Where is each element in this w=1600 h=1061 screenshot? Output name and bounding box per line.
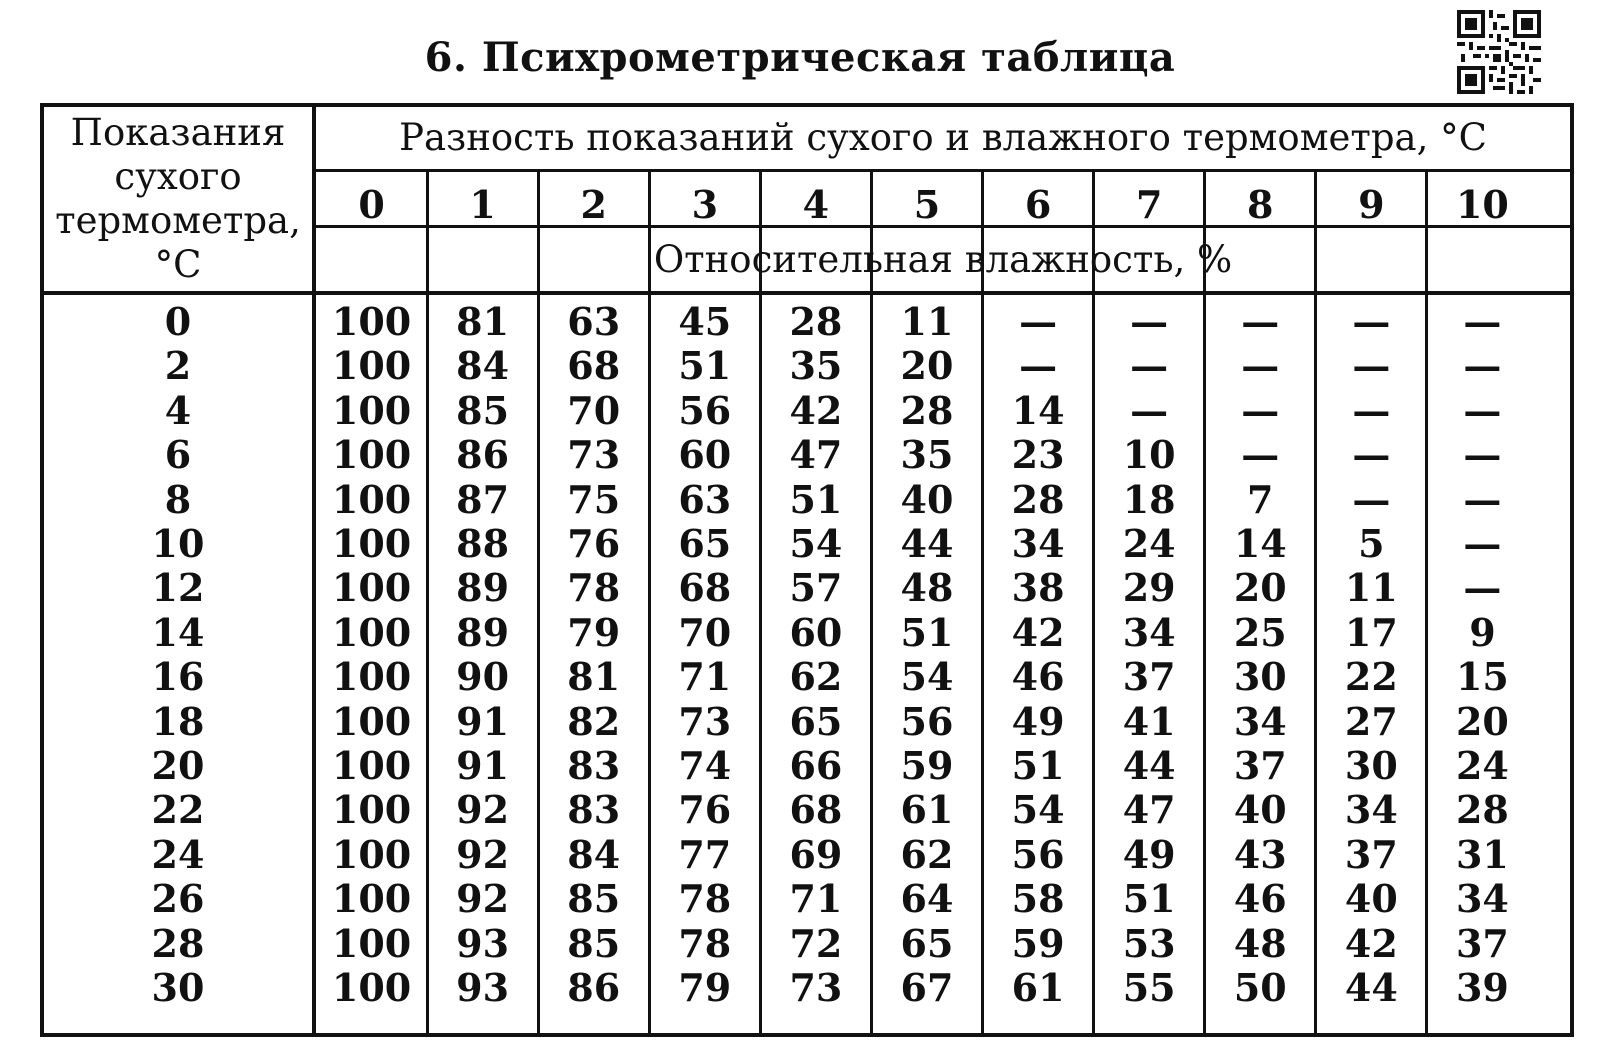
table-cell: 63 — [567, 299, 621, 344]
table-cell: 30 — [1344, 743, 1398, 788]
table-cell: 84 — [456, 343, 510, 389]
table-cell: 18 — [1122, 476, 1176, 522]
table-cell: 100 — [331, 521, 412, 566]
table-cell: 86 — [567, 965, 621, 1010]
row-label: 24 — [151, 831, 205, 877]
table-cell: 37 — [1344, 831, 1398, 877]
table-cell: 73 — [567, 432, 621, 478]
header-divider-top — [316, 169, 1570, 172]
table-cell: 65 — [789, 698, 843, 744]
table-cell: 71 — [678, 654, 732, 700]
table-cell: 54 — [900, 654, 954, 700]
corner-header-line-4: °C — [154, 243, 202, 286]
table-cell: 37 — [1122, 654, 1176, 700]
table-cell: 92 — [456, 831, 510, 877]
table-cell: 15 — [1455, 654, 1509, 700]
row-label: 28 — [151, 920, 205, 966]
table-cell: 14 — [1011, 387, 1065, 433]
table-cell: 83 — [567, 743, 621, 788]
psychrometric-table — [40, 103, 1574, 1037]
table-cell: 100 — [331, 965, 412, 1010]
table-cell: 100 — [331, 476, 412, 522]
table-cell: 81 — [456, 299, 510, 344]
column-header-4: 4 — [802, 182, 830, 227]
table-cell: 42 — [789, 387, 843, 433]
table-cell: 54 — [1011, 787, 1065, 833]
table-cell: — — [1352, 299, 1391, 344]
table-cell: 27 — [1344, 698, 1398, 744]
table-cell: 76 — [678, 787, 732, 833]
table-cell: 23 — [1011, 432, 1065, 478]
table-cell: 74 — [678, 743, 732, 788]
table-cell: 34 — [1344, 787, 1398, 833]
humidity-header: Относительная влажность, % — [653, 238, 1233, 281]
table-cell: 89 — [456, 565, 510, 611]
table-cell: 85 — [456, 387, 510, 433]
table-cell: 31 — [1455, 831, 1509, 877]
column-header-10: 10 — [1455, 182, 1509, 227]
table-cell: 37 — [1233, 743, 1287, 788]
row-label: 10 — [151, 521, 205, 566]
table-cell: 59 — [1011, 920, 1065, 966]
table-cell: 69 — [789, 831, 843, 877]
table-cell: 71 — [789, 876, 843, 922]
column-header-5: 5 — [913, 182, 941, 227]
table-cell: — — [1241, 343, 1280, 389]
table-cell: 47 — [789, 432, 843, 478]
table-cell: — — [1463, 343, 1502, 389]
table-cell: 61 — [900, 787, 954, 833]
table-cell: 35 — [789, 343, 843, 389]
table-cell: 77 — [678, 831, 732, 877]
table-cell: 22 — [1344, 654, 1398, 700]
corner-header — [44, 111, 312, 287]
table-cell: 53 — [1122, 920, 1176, 966]
table-cell: 61 — [1011, 965, 1065, 1010]
table-cell: 57 — [789, 565, 843, 611]
table-cell: 46 — [1011, 654, 1065, 700]
table-cell: 24 — [1122, 521, 1176, 566]
table-cell: 9 — [1469, 609, 1496, 655]
table-cell: 10 — [1122, 432, 1176, 478]
column-header-7: 7 — [1135, 182, 1163, 227]
table-cell: 91 — [456, 743, 510, 788]
row-label: 8 — [164, 476, 192, 522]
table-cell: 100 — [331, 387, 412, 433]
table-cell: 14 — [1233, 521, 1287, 566]
table-cell: 92 — [456, 876, 510, 922]
table-cell: 48 — [1233, 920, 1287, 966]
table-cell: 92 — [456, 787, 510, 833]
table-cell: — — [1130, 299, 1169, 344]
table-cell: — — [1352, 476, 1391, 522]
table-cell: 51 — [1122, 876, 1176, 922]
table-cell: 35 — [900, 432, 954, 478]
row-label: 26 — [151, 876, 205, 922]
table-cell: 37 — [1455, 920, 1509, 966]
row-label: 22 — [151, 787, 205, 833]
row-label: 16 — [151, 654, 205, 700]
table-cell: 39 — [1455, 965, 1509, 1010]
table-cell: 44 — [900, 521, 954, 566]
table-cell: 62 — [789, 654, 843, 700]
table-cell: 51 — [789, 476, 843, 522]
table-cell: 68 — [567, 343, 621, 389]
table-cell: 67 — [900, 965, 954, 1010]
table-cell: 73 — [678, 698, 732, 744]
table-cell: — — [1463, 521, 1502, 566]
table-cell: — — [1241, 299, 1280, 344]
row-label: 0 — [164, 299, 192, 344]
table-cell: — — [1463, 565, 1502, 611]
table-cell: 40 — [900, 476, 954, 522]
table-cell: 78 — [678, 876, 732, 922]
table-cell: 44 — [1344, 965, 1398, 1010]
row-label: 12 — [151, 565, 205, 611]
table-cell: — — [1130, 387, 1169, 433]
corner-header-line-2: сухого — [114, 155, 242, 198]
table-cell: 100 — [331, 920, 412, 966]
table-cell: 70 — [567, 387, 621, 433]
table-cell: 20 — [1455, 698, 1509, 744]
table-cell: 45 — [678, 299, 732, 344]
table-cell: — — [1463, 432, 1502, 478]
table-cell: 59 — [900, 743, 954, 788]
column-header-1: 1 — [469, 182, 496, 227]
table-cell: 68 — [789, 787, 843, 833]
table-cell: 40 — [1233, 787, 1287, 833]
table-cell: — — [1352, 343, 1391, 389]
table-cell: 55 — [1122, 965, 1176, 1010]
table-cell: 48 — [900, 565, 954, 611]
table-cell: 100 — [331, 565, 412, 611]
table-cell: 5 — [1358, 521, 1385, 566]
table-cell: 91 — [456, 698, 510, 744]
table-cell: 85 — [567, 920, 621, 966]
table-cell: 43 — [1233, 831, 1287, 877]
table-cell: 51 — [678, 343, 732, 389]
table-cell: 20 — [900, 343, 954, 389]
table-cell: 25 — [1233, 609, 1287, 655]
table-cell: 28 — [900, 387, 954, 433]
table-cell: 17 — [1344, 609, 1398, 655]
table-cell: 28 — [789, 299, 843, 344]
table-cell: 79 — [567, 609, 621, 655]
table-cell: 72 — [789, 920, 843, 966]
page-title: 6. Психрометрическая таблица — [424, 34, 1176, 81]
table-cell: 66 — [789, 743, 843, 788]
table-cell: 62 — [900, 831, 954, 877]
table-cell: 93 — [456, 965, 510, 1010]
table-cell: 100 — [331, 299, 412, 344]
table-cell: 56 — [678, 387, 732, 433]
column-header-3: 3 — [691, 182, 719, 227]
table-cell: 28 — [1455, 787, 1509, 833]
table-cell: — — [1352, 387, 1391, 433]
header-divider-bottom — [44, 291, 1570, 295]
table-cell: 38 — [1011, 565, 1065, 611]
table-cell: 100 — [331, 609, 412, 655]
table-cell: 51 — [1011, 743, 1065, 788]
table-cell: 78 — [678, 920, 732, 966]
row-label: 18 — [151, 698, 205, 744]
table-cell: — — [1241, 432, 1280, 478]
table-cell: 75 — [567, 476, 621, 522]
table-cell: — — [1019, 299, 1058, 344]
table-cell: 51 — [900, 609, 954, 655]
table-cell: 11 — [1344, 565, 1398, 611]
table-cell: 34 — [1122, 609, 1176, 655]
table-cell: 49 — [1122, 831, 1176, 877]
table-cell: 76 — [567, 521, 621, 566]
table-cell: 50 — [1233, 965, 1287, 1010]
table-cell: — — [1463, 476, 1502, 522]
table-cell: 24 — [1455, 743, 1509, 788]
table-cell: 84 — [567, 831, 621, 877]
table-cell: 60 — [789, 609, 843, 655]
row-label: 4 — [164, 387, 192, 433]
table-cell: 11 — [900, 299, 954, 344]
table-cell: 100 — [331, 698, 412, 744]
table-cell: 60 — [678, 432, 732, 478]
table-cell: — — [1352, 432, 1391, 478]
table-cell: 73 — [789, 965, 843, 1010]
table-cell: 49 — [1011, 698, 1065, 744]
table-cell: 83 — [567, 787, 621, 833]
table-cell: 70 — [678, 609, 732, 655]
table-cell: 29 — [1122, 565, 1176, 611]
table-cell: 86 — [456, 432, 510, 478]
table-cell: 56 — [1011, 831, 1065, 877]
column-header-2: 2 — [580, 182, 607, 227]
table-cell: 34 — [1011, 521, 1065, 566]
table-cell: 63 — [678, 476, 732, 522]
table-cell: 100 — [331, 787, 412, 833]
table-cell: 89 — [456, 609, 510, 655]
table-cell: 42 — [1344, 920, 1398, 966]
table-cell: 87 — [456, 476, 510, 522]
column-header-8: 8 — [1247, 182, 1274, 227]
table-cell: 47 — [1122, 787, 1176, 833]
table-cell: 58 — [1011, 876, 1065, 922]
table-cell: 100 — [331, 432, 412, 478]
table-cell: 20 — [1233, 565, 1287, 611]
table-cell: 30 — [1233, 654, 1287, 700]
table-cell: — — [1019, 343, 1058, 389]
column-header-6: 6 — [1024, 182, 1052, 227]
column-header-9: 9 — [1358, 182, 1385, 227]
row-label: 20 — [151, 743, 205, 788]
table-cell: 93 — [456, 920, 510, 966]
table-cell: — — [1130, 343, 1169, 389]
table-cell: 65 — [900, 920, 954, 966]
table-cell: 81 — [567, 654, 621, 700]
table-cell: 65 — [678, 521, 732, 566]
table-cell: 82 — [567, 698, 621, 744]
table-cell: 34 — [1233, 698, 1287, 744]
row-label: 2 — [164, 343, 192, 389]
table-cell: — — [1463, 387, 1502, 433]
table-cell: 64 — [900, 876, 954, 922]
table-cell: 54 — [789, 521, 843, 566]
table-cell: 100 — [331, 876, 412, 922]
table-cell: 42 — [1011, 609, 1065, 655]
table-cell: 78 — [567, 565, 621, 611]
table-cell: 56 — [900, 698, 954, 744]
table-cell: 46 — [1233, 876, 1287, 922]
qr-code-icon[interactable] — [1457, 10, 1541, 94]
table-cell: 68 — [678, 565, 732, 611]
table-cell: 34 — [1455, 876, 1509, 922]
table-cell: 85 — [567, 876, 621, 922]
table-cell: 44 — [1122, 743, 1176, 788]
column-header-0: 0 — [358, 182, 385, 227]
table-cell: — — [1241, 387, 1280, 433]
table-cell: 100 — [331, 343, 412, 389]
table-cell: 100 — [331, 831, 412, 877]
difference-header: Разность показаний сухого и влажного термометра, °C — [399, 116, 1487, 159]
row-label: 30 — [151, 965, 205, 1010]
row-label: 6 — [164, 432, 192, 478]
table-cell: 28 — [1011, 476, 1065, 522]
corner-header-line-1: Показания — [70, 111, 286, 154]
table-cell: 88 — [456, 521, 510, 566]
table-cell: 100 — [331, 743, 412, 788]
row-label: 14 — [151, 609, 205, 655]
table-cell: 40 — [1344, 876, 1398, 922]
table-cell: 100 — [331, 654, 412, 700]
table-cell: 41 — [1122, 698, 1176, 744]
corner-header-line-3: термометра, — [55, 199, 301, 242]
table-cell: 7 — [1247, 476, 1274, 522]
table-cell: — — [1463, 299, 1502, 344]
table-cell: 79 — [678, 965, 732, 1010]
table-cell: 90 — [456, 654, 510, 700]
